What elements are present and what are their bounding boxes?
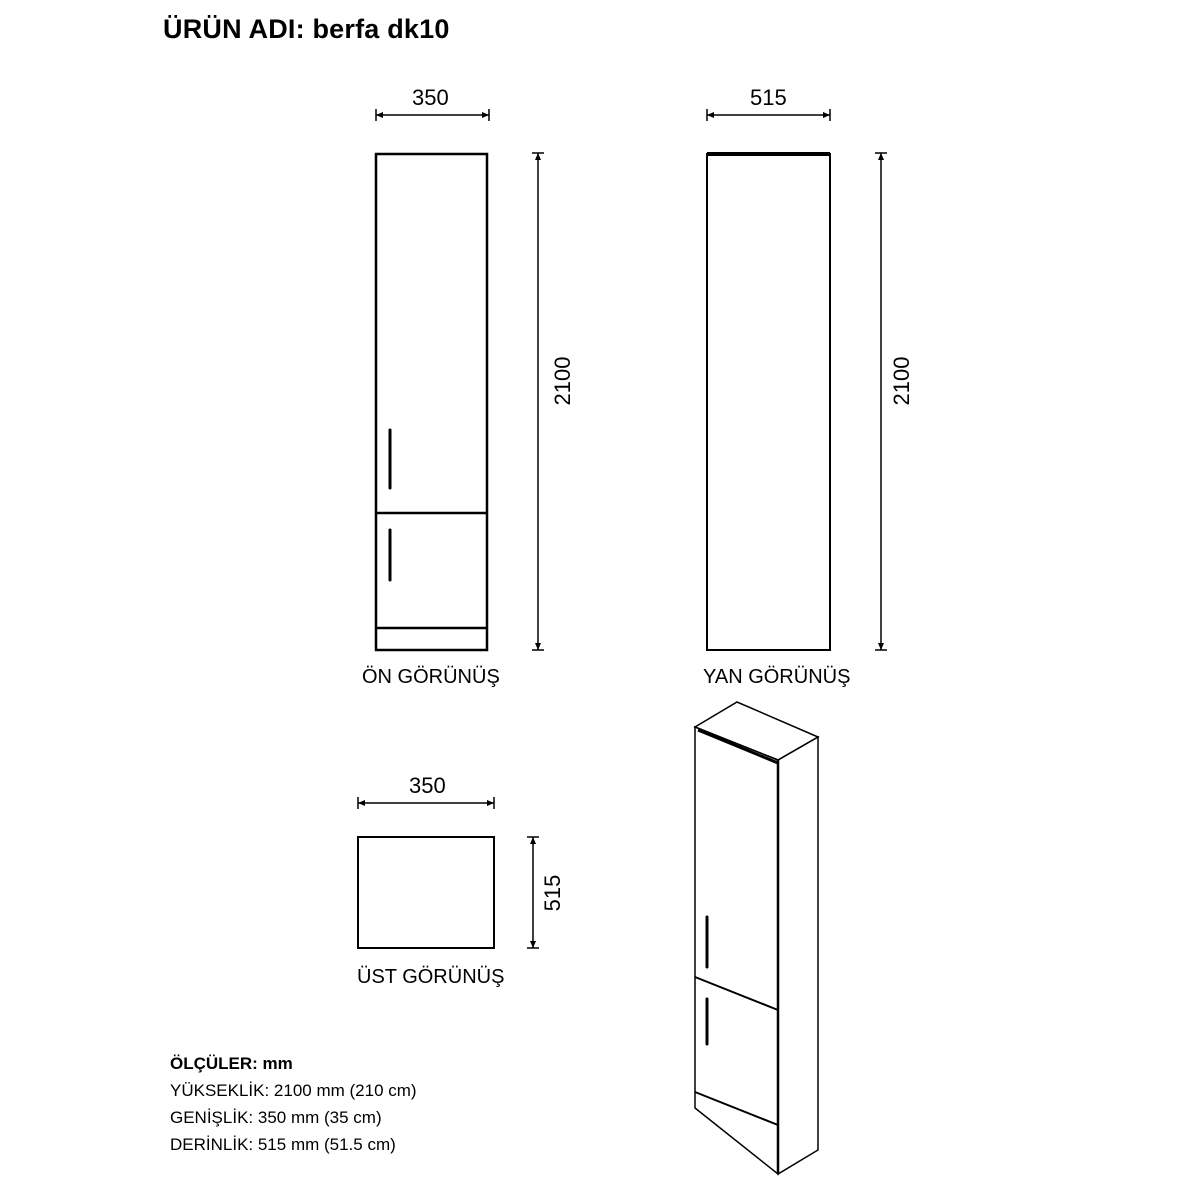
- side-height-dimension: [875, 153, 887, 650]
- iso-plinth-line: [695, 1092, 778, 1125]
- side-view: [707, 109, 887, 650]
- front-view: [376, 109, 544, 650]
- top-depth-dimension: [527, 837, 539, 948]
- top-view: [358, 797, 539, 948]
- top-depth-label: 515: [540, 874, 565, 912]
- front-view-label: ÖN GÖRÜNÜŞ: [362, 666, 500, 688]
- specs-header: ÖLÇÜLER: mm: [170, 1054, 293, 1073]
- top-width-label: 350: [409, 773, 446, 798]
- front-cabinet-outline: [376, 154, 487, 650]
- spec-width: GENİŞLİK: 350 mm (35 cm): [170, 1108, 382, 1127]
- side-width-label: 515: [750, 85, 787, 110]
- front-height-label: 2100: [550, 356, 575, 406]
- iso-side-face: [778, 737, 818, 1174]
- spec-depth: DERİNLİK: 515 mm (51.5 cm): [170, 1135, 396, 1154]
- top-view-label: ÜST GÖRÜNÜŞ: [357, 966, 505, 988]
- side-view-label: YAN GÖRÜNÜŞ: [703, 666, 851, 688]
- front-height-dimension: [532, 153, 544, 650]
- product-title: ÜRÜN ADI: berfa dk10: [163, 14, 450, 44]
- side-cabinet-outline: [707, 154, 830, 650]
- front-width-label: 350: [412, 85, 449, 110]
- side-height-label: 2100: [889, 356, 914, 406]
- isometric-view: [695, 702, 818, 1174]
- spec-height: YÜKSEKLİK: 2100 mm (210 cm): [170, 1081, 417, 1100]
- specifications: [170, 1050, 417, 1158]
- top-cabinet-outline: [358, 837, 494, 948]
